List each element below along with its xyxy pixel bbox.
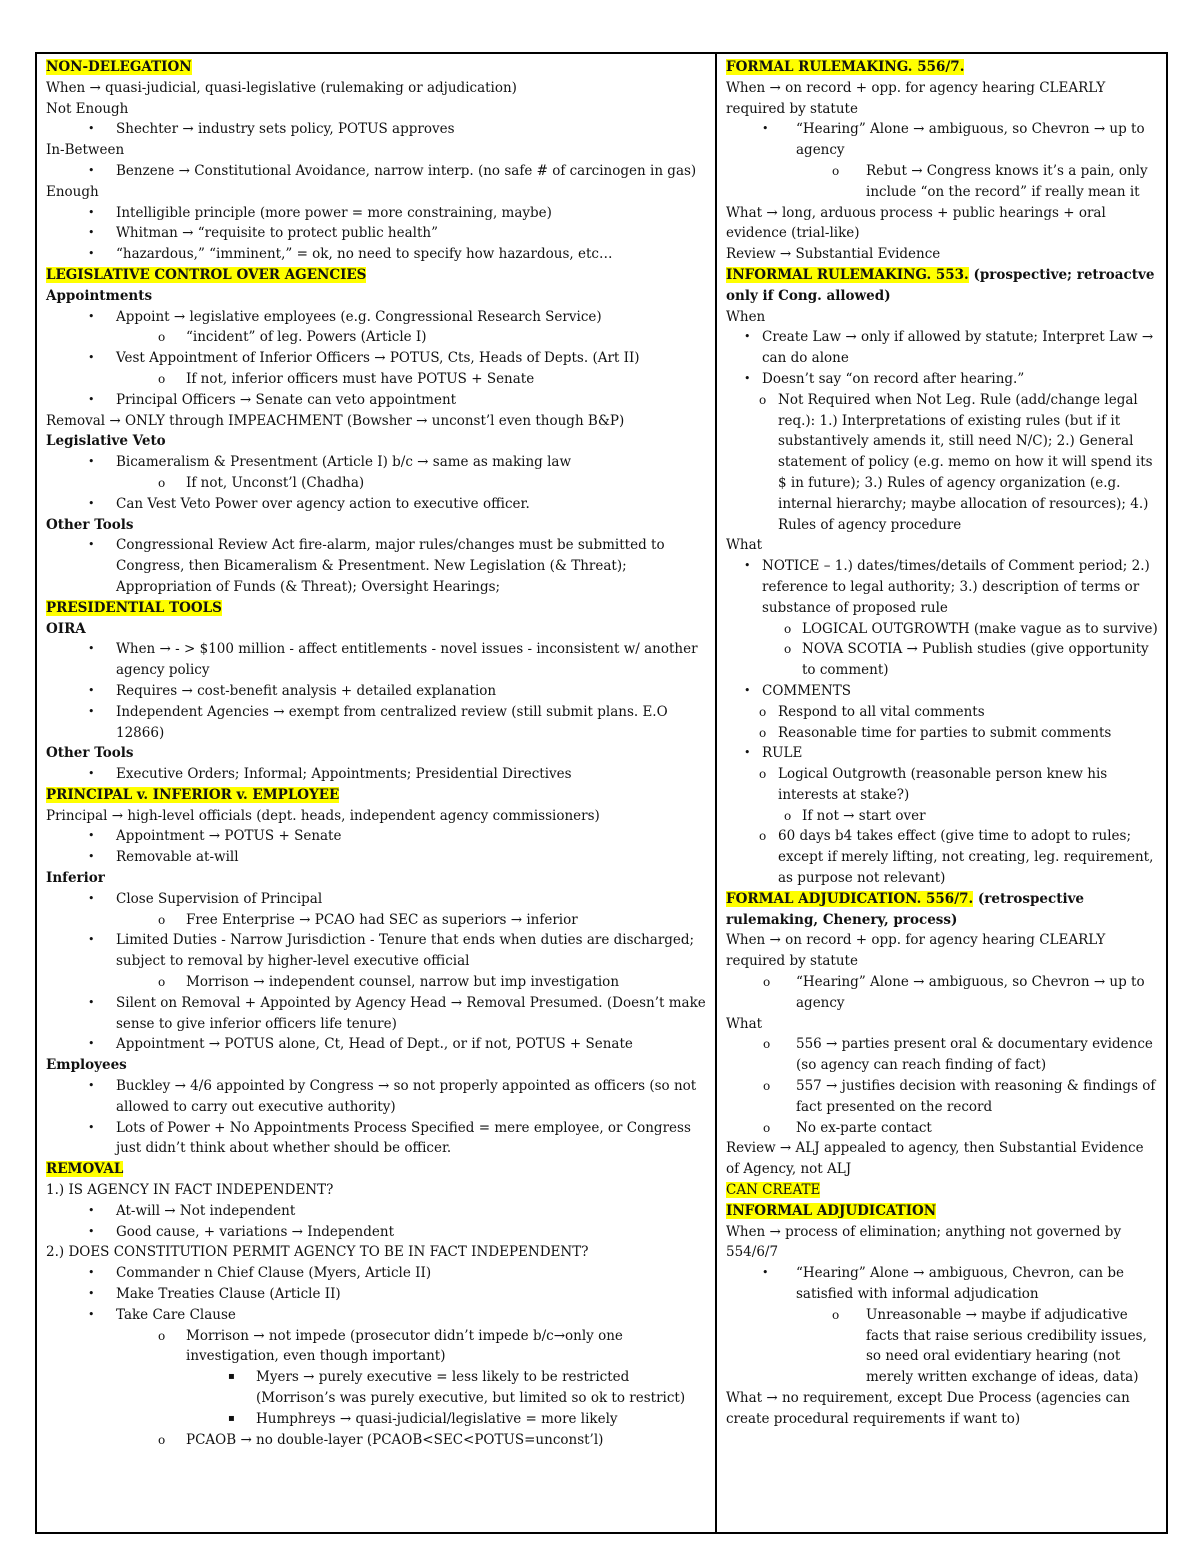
outline-line	[726, 702, 1158, 723]
outline-line	[726, 119, 1158, 161]
outline-text: LOGICAL OUTGROWTH (make vague as to survive)	[802, 620, 1158, 637]
outline-sheet	[35, 52, 1168, 1534]
outline-line	[726, 764, 1158, 806]
outline-text: In-Between	[46, 142, 125, 159]
highlighted-heading-text: PRINCIPAL v. INFERIOR v. EMPLOYEE	[46, 786, 340, 803]
outline-line	[46, 1118, 707, 1160]
outline-text: Limited Duties - Narrow Jurisdiction - Tenure that ends when duties are discharged; subject to removal by higher-level executive official	[116, 932, 695, 970]
section-heading	[726, 889, 1158, 931]
outline-line	[46, 244, 707, 265]
outline-line	[46, 681, 707, 702]
outline-line	[726, 161, 1158, 203]
outline-text: Appoint → legislative employees (e.g. Congressional Research Service)	[116, 308, 602, 325]
outline-text: Requires → cost-benefit analysis + detailed explanation	[116, 682, 497, 699]
outline-line	[726, 78, 1158, 120]
outline-text: Can Vest Veto Power over agency action to executive officer.	[116, 495, 530, 512]
outline-line	[726, 723, 1158, 744]
outline-line	[726, 1305, 1158, 1388]
outline-text: Removal → ONLY through IMPEACHMENT (Bowsher → unconst’l even though B&P)	[46, 412, 625, 429]
outline-text: Shechter → industry sets policy, POTUS approves	[116, 121, 455, 138]
outline-text: PCAOB → no double-layer (PCAOB<SEC<POTUS=unconst’l)	[186, 1431, 604, 1448]
outline-line	[726, 1076, 1158, 1118]
outline-text: “Hearing” Alone → ambiguous, Chevron, can be satisfied with informal adjudication	[796, 1265, 1124, 1303]
section-heading	[46, 598, 707, 619]
outline-line	[46, 411, 707, 432]
outline-line	[46, 327, 707, 348]
outline-line	[46, 140, 707, 161]
outline-text: What	[726, 537, 763, 554]
outline-line	[46, 1305, 707, 1326]
outline-line	[46, 1409, 707, 1430]
outline-text: NOVA SCOTIA → Publish studies (give opportunity to comment)	[802, 641, 1149, 679]
outline-line	[726, 390, 1158, 536]
outline-text: Intelligible principle (more power = more constraining, maybe)	[116, 204, 552, 221]
outline-text: Principal → high-level officials (dept. heads, independent agency commissioners)	[46, 807, 600, 824]
outline-line	[726, 972, 1158, 1014]
outline-text: Independent Agencies → exempt from centralized review (still submit plans. E.O 12866)	[116, 703, 668, 741]
outline-text: Take Care Clause	[116, 1306, 236, 1323]
section-heading	[46, 785, 707, 806]
outline-line	[46, 1201, 707, 1222]
outline-line	[726, 1138, 1158, 1180]
outline-line	[46, 182, 707, 203]
outline-line	[726, 743, 1158, 764]
outline-line	[726, 1034, 1158, 1076]
outline-line	[46, 369, 707, 390]
outline-line	[726, 930, 1158, 972]
outline-text: Principal Officers → Senate can veto appointment	[116, 391, 457, 408]
outline-line	[46, 78, 707, 99]
outline-text: Rebut → Congress knows it’s a pain, only include “on the record” if really mean it	[866, 162, 1148, 200]
outline-line	[46, 452, 707, 473]
outline-text: Morrison → independent counsel, narrow but imp investigation	[186, 974, 620, 991]
outline-line	[46, 1326, 707, 1368]
outline-text: If not, inferior officers must have POTUS + Senate	[186, 370, 535, 387]
outline-line	[46, 702, 707, 744]
outline-text: OIRA	[46, 620, 86, 637]
outline-text: Humphreys → quasi-judicial/legislative = more likely	[256, 1410, 618, 1427]
outline-line	[46, 1180, 707, 1201]
highlighted-heading-text: INFORMAL ADJUDICATION	[726, 1202, 937, 1219]
outline-text: If not → start over	[802, 807, 926, 824]
outline-line	[46, 431, 707, 452]
outline-line	[726, 1118, 1158, 1139]
outline-line	[46, 223, 707, 244]
outline-text: 556 → parties present oral & documentary evidence (so agency can reach finding of fact)	[796, 1036, 1153, 1074]
outline-text: 1.) IS AGENCY IN FACT INDEPENDENT?	[46, 1182, 334, 1199]
outline-line	[46, 1284, 707, 1305]
outline-text: 557 → justifies decision with reasoning & findings of fact presented on the record	[796, 1078, 1156, 1115]
outline-line	[726, 619, 1158, 640]
outline-line	[46, 1367, 707, 1409]
outline-line	[46, 515, 707, 536]
outline-line	[46, 1055, 707, 1076]
outline-line	[46, 639, 707, 681]
outline-text: Make Treaties Clause (Article II)	[116, 1286, 341, 1303]
outline-text: Good cause, + variations → Independent	[116, 1223, 394, 1240]
outline-line	[46, 764, 707, 785]
outline-line	[726, 369, 1158, 390]
outline-text: Not Enough	[46, 100, 129, 117]
outline-text: When	[726, 308, 766, 325]
outline-text: Not Required when Not Leg. Rule (add/change legal req.): 1.) Interpretations of existing rules (but if it substantively amends it, still need N/C); 2.) General statement of policy (e.g. memo on how it will spend its $ in future); 3.) Rules of agency organization (e.g. internal hierarchy; maybe allocation of resources); 4.) Rules of agency procedure	[778, 391, 1153, 533]
outline-text: Free Enterprise → PCAO had SEC as superiors → inferior	[186, 911, 578, 928]
outline-line	[46, 1242, 707, 1263]
outline-line	[46, 972, 707, 993]
outline-line	[46, 161, 707, 182]
outline-line	[46, 473, 707, 494]
outline-text: Legislative Veto	[46, 433, 166, 450]
outline-line	[46, 743, 707, 764]
outline-text: Congressional Review Act fire-alarm, major rules/changes must be submitted to Congress, then Bicameralism & Presentment. New Legislation (& Threat); Appropriation of Funds (& Threat); Oversight Hearings;	[116, 537, 665, 595]
section-heading	[46, 1159, 707, 1180]
outline-line	[46, 1034, 707, 1055]
outline-text: Logical Outgrowth (reasonable person knew his interests at stake?)	[778, 766, 1108, 803]
section-heading	[726, 1201, 1158, 1222]
outline-text: Close Supervision of Principal	[116, 890, 323, 907]
outline-text: RULE	[762, 745, 803, 762]
outline-text: When → on record + opp. for agency hearing CLEARLY required by statute	[726, 932, 1106, 970]
highlighted-heading-text: INFORMAL RULEMAKING. 553.	[726, 266, 969, 283]
outline-text: Reasonable time for parties to submit comments	[778, 724, 1112, 741]
outline-text: Inferior	[46, 870, 105, 887]
section-heading	[726, 57, 1158, 78]
outline-text: 60 days b4 takes effect (give time to adopt to rules; except if merely lifting, not creating, leg. requirement, as purpose not relevant)	[778, 828, 1154, 887]
outline-line	[46, 535, 707, 597]
outline-line	[46, 826, 707, 847]
outline-text: Appointment → POTUS alone, Ct, Head of Dept., or if not, POTUS + Senate	[116, 1036, 633, 1053]
outline-text: Appointments	[46, 287, 153, 304]
heading-note: (prospective; retroactve only if Cong. allowed)	[726, 266, 1155, 304]
outline-text: When → process of elimination; anything not governed by 554/6/7	[726, 1223, 1122, 1261]
outline-line	[46, 1263, 707, 1284]
heading-note: (retrospective rulemaking, Chenery, process)	[726, 890, 1085, 928]
outline-text: Executive Orders; Informal; Appointments; Presidential Directives	[116, 766, 572, 783]
outline-line	[726, 826, 1158, 888]
outline-text: Review → ALJ appealed to agency, then Substantial Evidence of Agency, not ALJ	[726, 1140, 1144, 1178]
outline-line	[726, 1014, 1158, 1035]
outline-text: “hazardous,” “imminent,” = ok, no need to specify how hazardous, etc…	[116, 246, 613, 263]
outline-text: NOTICE – 1.) dates/times/details of Comment period; 2.) reference to legal authority; 3.) description of terms or substance of proposed rule	[762, 558, 1150, 616]
outline-text: Enough	[46, 183, 99, 200]
outline-text: What → long, arduous process + public hearings + oral evidence (trial-like)	[726, 204, 1106, 242]
outline-text: Silent on Removal + Appointed by Agency Head → Removal Presumed. (Doesn’t make sense to give inferior officers life tenure)	[116, 994, 706, 1032]
outline-text: Buckley → 4/6 appointed by Congress → so not properly appointed as officers (so not allowed to carry out executive authority)	[116, 1078, 697, 1115]
outline-line	[46, 390, 707, 411]
outline-line	[46, 868, 707, 889]
outline-line	[46, 619, 707, 640]
outline-text: At-will → Not independent	[116, 1202, 296, 1219]
outline-line	[46, 1076, 707, 1118]
outline-text: Benzene → Constitutional Avoidance, narrow interp. (no safe # of carcinogen in gas)	[116, 162, 697, 179]
outline-text: 2.) DOES CONSTITUTION PERMIT AGENCY TO BE IN FACT INDEPENDENT?	[46, 1244, 589, 1261]
outline-line	[46, 1430, 707, 1451]
outline-line	[46, 348, 707, 369]
outline-line	[46, 847, 707, 868]
outline-text: Create Law → only if allowed by statute; Interpret Law → can do alone	[762, 329, 1154, 367]
outline-line	[726, 1222, 1158, 1264]
highlighted-heading-text: REMOVAL	[46, 1161, 124, 1178]
outline-line	[726, 535, 1158, 556]
outline-text: Other Tools	[46, 745, 134, 762]
outline-text: When → on record + opp. for agency hearing CLEARLY required by statute	[726, 79, 1106, 117]
section-heading	[726, 1180, 1158, 1201]
outline-text: Lots of Power + No Appointments Process Specified = mere employee, or Congress just didn’t think about whether should be officer.	[116, 1119, 691, 1157]
outline-text: “Hearing” Alone → ambiguous, so Chevron → up to agency	[796, 121, 1145, 159]
outline-line	[726, 327, 1158, 369]
outline-text: Morrison → not impede (prosecutor didn’t impede b/c→only one investigation, even though important)	[186, 1327, 623, 1365]
highlighted-heading-text: FORMAL RULEMAKING. 556/7.	[726, 59, 965, 75]
outline-line	[726, 1388, 1158, 1430]
outline-line	[46, 930, 707, 972]
section-heading	[46, 265, 707, 286]
section-heading	[726, 265, 1158, 307]
outline-text: Myers → purely executive = less likely to be restricted (Morrison’s was purely executive, but limited so ok to restrict)	[256, 1369, 686, 1406]
outline-text: If not, Unconst’l (Chadha)	[186, 474, 365, 491]
outline-text: COMMENTS	[762, 682, 851, 699]
outline-line	[726, 203, 1158, 245]
outline-line	[726, 681, 1158, 702]
outline-text: When → quasi-judicial, quasi-legislative (rulemaking or adjudication)	[46, 79, 517, 96]
highlighted-heading-text: FORMAL ADJUDICATION. 556/7.	[726, 890, 974, 907]
outline-line	[46, 889, 707, 910]
outline-line	[46, 99, 707, 120]
outline-text: What	[726, 1015, 763, 1032]
outline-line	[46, 307, 707, 328]
left-column	[37, 54, 717, 1532]
outline-text: When → - > $100 million - affect entitlements - novel issues - inconsistent w/ another agency policy	[116, 641, 698, 679]
outline-line	[726, 1263, 1158, 1305]
outline-text: Appointment → POTUS + Senate	[116, 828, 342, 845]
outline-line	[726, 806, 1158, 827]
outline-line	[46, 494, 707, 515]
highlighted-heading-text: PRESIDENTIAL TOOLS	[46, 599, 222, 616]
outline-line	[46, 1222, 707, 1243]
outline-text: Removable at-will	[116, 849, 239, 866]
outline-text: What → no requirement, except Due Process (agencies can create procedural requirements if want to)	[726, 1390, 1130, 1427]
outline-line	[46, 910, 707, 931]
outline-text: “incident” of leg. Powers (Article I)	[186, 329, 427, 346]
highlighted-heading-text: LEGISLATIVE CONTROL OVER AGENCIES	[46, 266, 367, 283]
outline-text: Respond to all vital comments	[778, 703, 985, 720]
outline-text: Other Tools	[46, 516, 134, 533]
outline-line	[726, 639, 1158, 681]
outline-text: Review → Substantial Evidence	[726, 246, 941, 263]
outline-line	[46, 119, 707, 140]
outline-text: Bicameralism & Presentment (Article I) b/c → same as making law	[116, 454, 571, 471]
outline-text: Vest Appointment of Inferior Officers → POTUS, Cts, Heads of Depts. (Art II)	[116, 350, 640, 367]
highlighted-heading-text: NON-DELEGATION	[46, 59, 192, 75]
right-column	[717, 54, 1166, 1532]
section-heading	[46, 57, 707, 78]
outline-line	[46, 806, 707, 827]
outline-text: Employees	[46, 1057, 127, 1074]
outline-line	[726, 307, 1158, 328]
outline-text: “Hearing” Alone → ambiguous, so Chevron → up to agency	[796, 974, 1145, 1011]
highlighted-heading-text: CAN CREATE	[726, 1182, 821, 1199]
outline-line	[726, 556, 1158, 618]
outline-text: Doesn’t say “on record after hearing.”	[762, 370, 1025, 387]
outline-line	[726, 244, 1158, 265]
outline-text: No ex-parte contact	[796, 1119, 932, 1136]
outline-line	[46, 203, 707, 224]
outline-line	[46, 993, 707, 1035]
outline-text: Whitman → “requisite to protect public health”	[116, 225, 438, 242]
outline-text: Commander n Chief Clause (Myers, Article II)	[116, 1265, 432, 1282]
outline-line	[46, 286, 707, 307]
outline-text: Unreasonable → maybe if adjudicative facts that raise serious credibility issues, so need oral evidentiary hearing (not merely written exchange of ideas, data)	[866, 1306, 1147, 1386]
